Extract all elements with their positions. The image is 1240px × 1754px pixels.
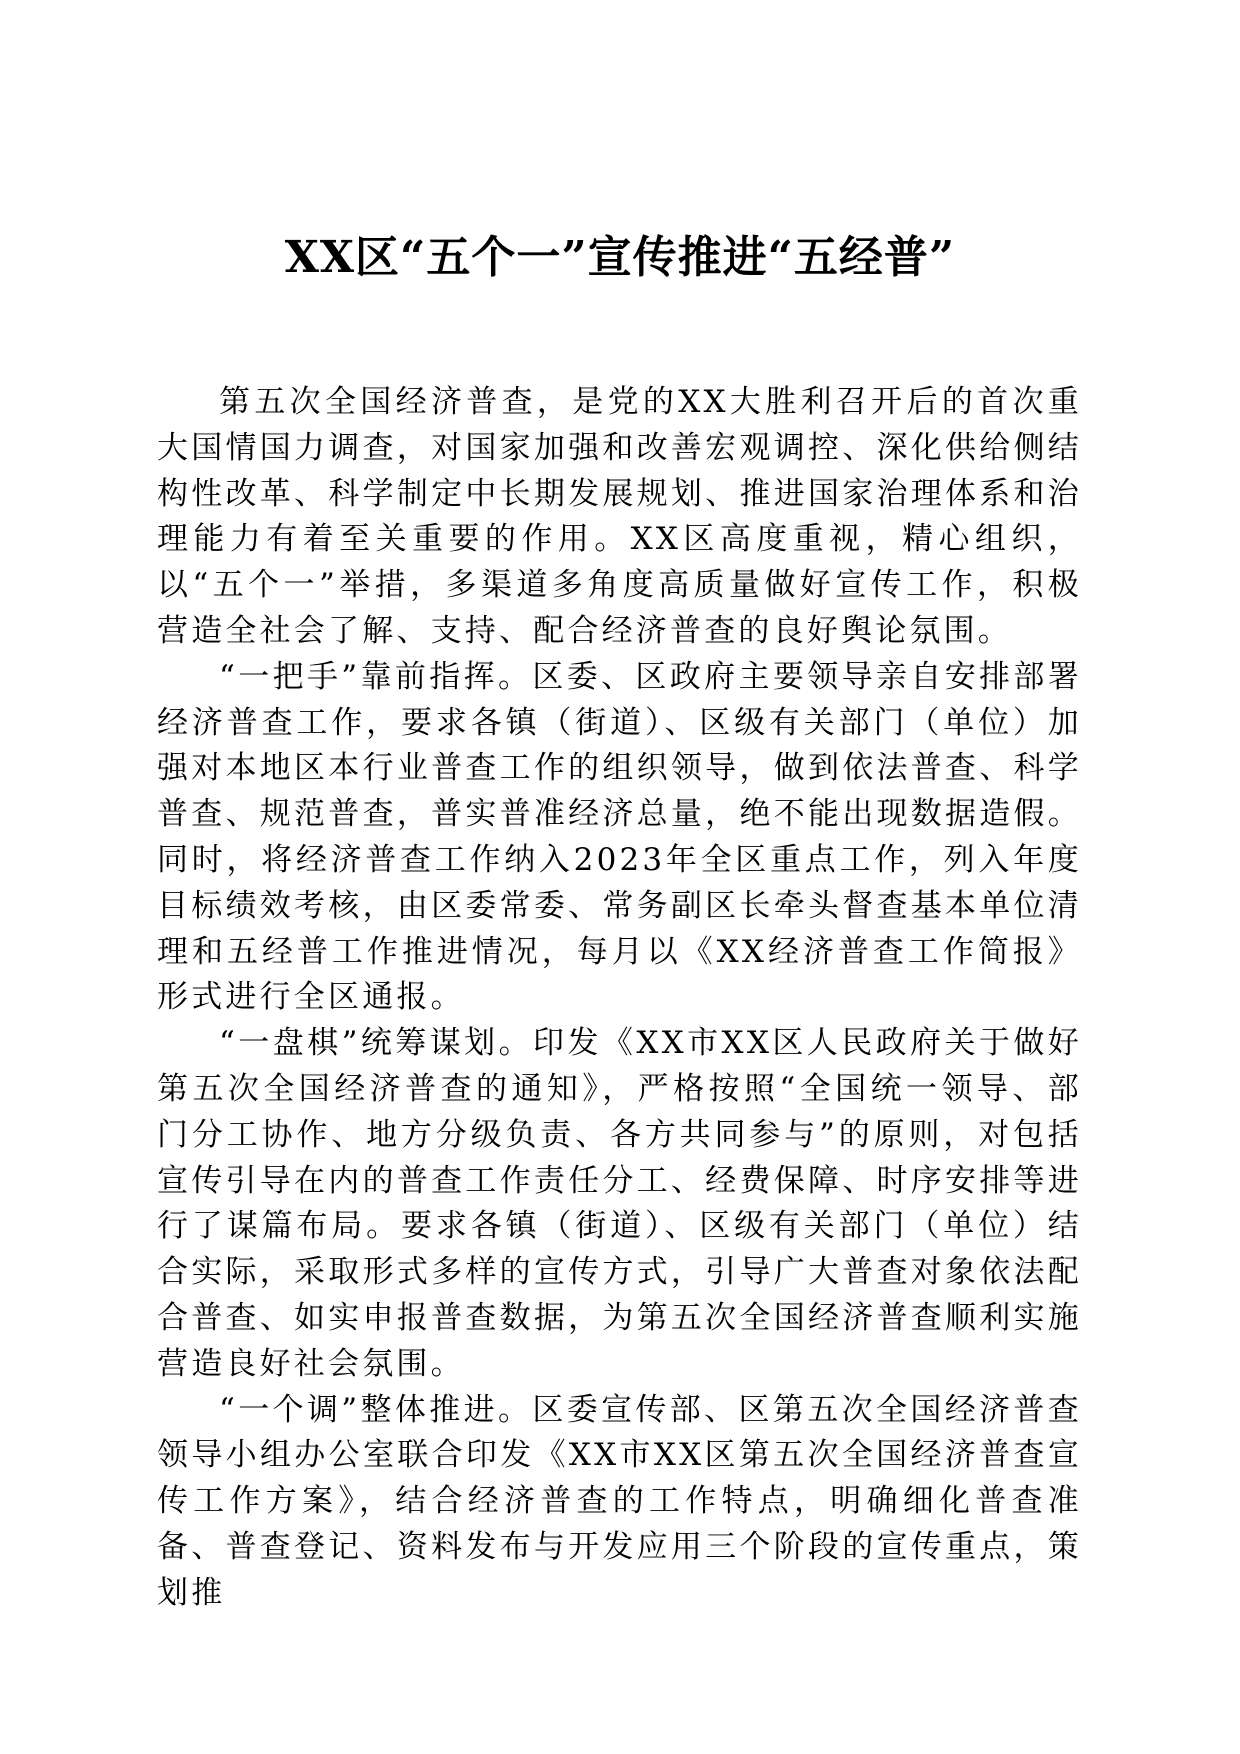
document-body (157, 380, 1082, 1617)
paragraph-intro: 第五次全国经济普查，是党的XX大胜利召开后的首次重大国情国力调查，对国家加强和改善宏观调控、深化供给侧结构性改革、科学制定中长期发展规划、推进国家治理体系和治理能力有着至关重要的作用。XX区高度重视，精心组织，以“五个一”举措，多渠道多角度高质量做好宣传工作，积极营造全社会了解、支持、配合经济普查的良好舆论氛围。 (157, 384, 1082, 649)
paragraph-coordination: “一个调”整体推进。区委宣传部、区第五次全国经济普查领导小组办公室联合印发《XX市XX区第五次全国经济普查宣传工作方案》，结合经济普查的工作特点，明确细化普查准备、普查登记、资料发布与开发应用三个阶段的宣传重点，策划推 (157, 1391, 1082, 1611)
document-title: XX区“五个一”宣传推进“五经普” (284, 232, 956, 283)
paragraph-planning: “一盘棋”统筹谋划。印发《XX市XX区人民政府关于做好第五次全国经济普查的通知》，严格按照“全国统一领导、部门分工协作、地方分级负责、各方共同参与”的原则，对包括宣传引导在内的普查工作责任分工、经费保障、时序安排等进行了谋篇布局。要求各镇（街道）、区级有关部门（单位）结合实际，采取形式多样的宣传方式，引导广大普查对象依法配合普查、如实申报普查数据，为第五次全国经济普查顺利实施营造良好社会氛围。 (157, 1025, 1082, 1382)
paragraph-leadership: “一把手”靠前指挥。区委、区政府主要领导亲自安排部署经济普查工作，要求各镇（街道）、区级有关部门（单位）加强对本地区本行业普查工作的组织领导，做到依法普查、科学普查、规范普查，普实普准经济总量，绝不能出现数据造假。同时，将经济普查工作纳入2023年全区重点工作，列入年度目标绩效考核，由区委常委、常务副区长牵头督查基本单位清理和五经普工作推进情况，每月以《XX经济普查工作简报》形式进行全区通报。 (157, 658, 1082, 1016)
